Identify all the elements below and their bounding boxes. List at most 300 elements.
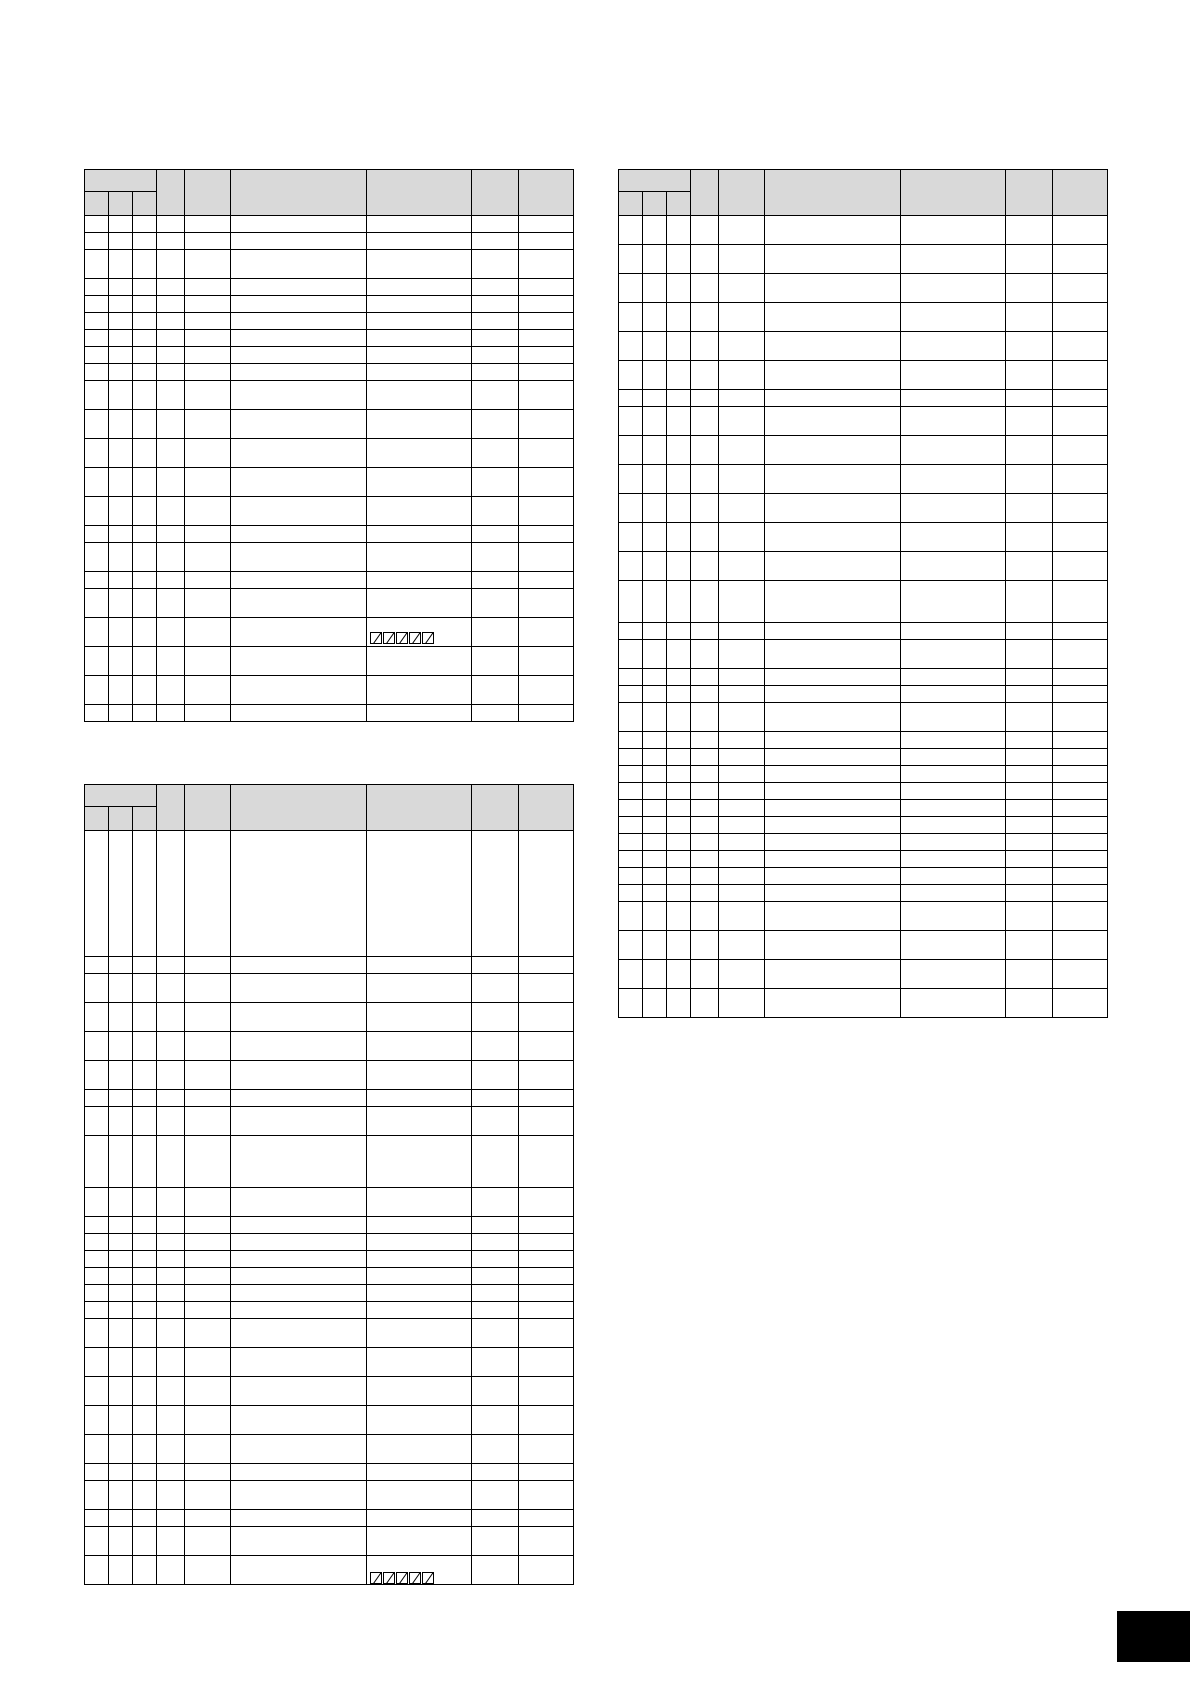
header-cell [231,785,367,831]
table-cell [85,572,109,589]
table-cell [367,1107,472,1136]
table-cell [185,347,231,364]
table-cell [157,1285,185,1302]
table-cell [472,1435,519,1464]
table-cell [109,1481,133,1510]
header-cell [157,785,185,831]
table-cell [85,1527,109,1556]
table-cell [157,543,185,572]
table-cell [133,439,157,468]
table-cell [157,296,185,313]
table-cell [133,1234,157,1251]
header-cell [109,192,133,216]
header-cell [85,785,157,807]
table-cell [185,468,231,497]
table-row [85,589,574,618]
table-cell [719,960,765,989]
parameter-table-2 [84,784,573,1585]
table-cell [1006,245,1053,274]
table-cell [231,233,367,250]
table-cell [691,245,719,274]
table-cell [185,1251,231,1268]
table-cell [367,676,472,705]
table-cell [667,623,691,640]
table-row [85,439,574,468]
table-row [619,931,1108,960]
header-cell [367,170,472,216]
table-cell [519,1032,574,1061]
table-cell [367,1348,472,1377]
table-cell [157,589,185,618]
table-cell [472,543,519,572]
table-cell [85,296,109,313]
table-cell [719,931,765,960]
table-row [619,902,1108,931]
table-cell [691,902,719,931]
table-cell [1053,552,1108,581]
table-cell [157,1481,185,1510]
table-cell [1053,766,1108,783]
table-row [85,543,574,572]
table-row [85,572,574,589]
table-cell [185,1003,231,1032]
table-cell [231,296,367,313]
table-cell [1006,834,1053,851]
table-cell [765,494,901,523]
table-cell [619,640,643,669]
table-cell [109,279,133,296]
table-cell [765,669,901,686]
table-row [85,1251,574,1268]
table-cell [133,313,157,330]
table-cell [109,1464,133,1481]
table-cell [185,1032,231,1061]
table-row [619,494,1108,523]
table-cell [85,1090,109,1107]
table-cell [109,618,133,647]
header-cell [519,170,574,216]
table-cell [472,676,519,705]
table-cell [519,1285,574,1302]
table-cell [667,332,691,361]
table-cell [109,1032,133,1061]
table-cell [185,216,231,233]
table-cell [667,361,691,390]
table-cell [619,931,643,960]
table-cell [185,313,231,330]
table-cell [231,330,367,347]
table-row [85,705,574,722]
table-cell [719,989,765,1018]
table-cell [901,581,1006,623]
table-cell [519,1556,574,1585]
table-cell [133,1464,157,1481]
table-cell [643,817,667,834]
table-cell [367,347,472,364]
table-cell [133,1319,157,1348]
table-cell [109,1107,133,1136]
table-cell [367,1527,472,1556]
table-cell [109,1348,133,1377]
table-cell [1053,274,1108,303]
table-cell [719,303,765,332]
table-cell [519,1527,574,1556]
table-row [85,1285,574,1302]
header-cell [619,192,643,216]
table-cell [109,676,133,705]
table-cell [719,851,765,868]
table-cell [901,465,1006,494]
table-cell [472,1136,519,1188]
table-cell [719,686,765,703]
table-cell [719,332,765,361]
table-cell [231,1510,367,1527]
table-cell [109,381,133,410]
table-row [85,1090,574,1107]
table-cell [133,647,157,676]
table-cell [157,1348,185,1377]
table-cell [519,526,574,543]
table-cell [1053,436,1108,465]
table-cell [472,1302,519,1319]
table-cell [367,589,472,618]
table-cell [1053,931,1108,960]
table-cell [367,439,472,468]
table-cell [109,705,133,722]
table-cell [1006,766,1053,783]
table-cell [85,347,109,364]
table-cell [901,390,1006,407]
table-cell [472,647,519,676]
table-cell [185,250,231,279]
table-cell [367,1377,472,1406]
table-cell [901,494,1006,523]
table-cell [667,640,691,669]
table-cell [901,834,1006,851]
table-row [85,1217,574,1234]
table-row [619,851,1108,868]
table-cell [185,1435,231,1464]
table-cell [231,526,367,543]
table-row [619,581,1108,623]
table-cell [109,497,133,526]
table-cell [667,851,691,868]
table-cell [1053,407,1108,436]
table-cell [619,407,643,436]
table-cell [367,957,472,974]
table-cell [472,618,519,647]
table-cell [109,1136,133,1188]
table-cell [231,647,367,676]
table-cell [1006,436,1053,465]
table-cell [765,407,901,436]
table-cell [519,589,574,618]
table-cell [109,330,133,347]
table-cell [185,647,231,676]
table-cell [133,1003,157,1032]
table-cell [231,974,367,1003]
table-cell [109,216,133,233]
table-cell [1053,960,1108,989]
table-row [619,834,1108,851]
table-cell [109,1268,133,1285]
table-cell [901,868,1006,885]
table-cell [472,313,519,330]
table-cell [157,250,185,279]
table-cell [667,989,691,1018]
table-cell [157,1556,185,1585]
table-cell [109,296,133,313]
table-cell [619,732,643,749]
table-cell [472,233,519,250]
header-cell [85,807,109,831]
table-cell [519,1510,574,1527]
table-cell [109,233,133,250]
table-cell [472,330,519,347]
table-cell [1006,332,1053,361]
table-cell [619,766,643,783]
table-cell [157,1464,185,1481]
table-cell [619,523,643,552]
table-cell [1053,732,1108,749]
table-cell [1006,552,1053,581]
table-cell [85,1481,109,1510]
table-row [85,381,574,410]
table-cell [85,410,109,439]
table-cell [765,303,901,332]
table-cell [691,361,719,390]
table-cell [185,1217,231,1234]
table-cell [133,381,157,410]
table-cell [619,216,643,245]
table-row [85,1464,574,1481]
table-cell [231,957,367,974]
table-cell [472,1251,519,1268]
table-cell [133,831,157,957]
table-cell [765,732,901,749]
table-cell [901,361,1006,390]
table-cell [691,834,719,851]
table-cell [1006,640,1053,669]
table-cell [231,1268,367,1285]
table-cell [367,1217,472,1234]
table-cell [133,1136,157,1188]
table-row [85,364,574,381]
table-row [85,676,574,705]
table-cell [472,1107,519,1136]
table-cell [901,749,1006,766]
table-cell [1053,245,1108,274]
table-cell [719,703,765,732]
table-cell [185,233,231,250]
table-cell [133,1251,157,1268]
table-cell [367,1188,472,1217]
table-cell [472,1527,519,1556]
table-cell [85,381,109,410]
table-cell [765,931,901,960]
table-cell [85,957,109,974]
header-cell [185,170,231,216]
table-cell [643,361,667,390]
table-cell [472,468,519,497]
table-cell [472,831,519,957]
table-row [85,1377,574,1406]
table-cell [519,364,574,381]
table-cell [85,250,109,279]
table-cell [667,834,691,851]
table-cell [765,623,901,640]
table-cell [367,1003,472,1032]
table-cell [157,233,185,250]
table-row [85,1061,574,1090]
table-cell [765,817,901,834]
table-cell [231,364,367,381]
table-cell [85,1234,109,1251]
table-cell [667,465,691,494]
table-cell [231,1556,367,1585]
header-cell [133,192,157,216]
table-cell [231,216,367,233]
table-row [619,783,1108,800]
table-cell [109,1377,133,1406]
table-row [85,330,574,347]
parameter-table-3 [618,169,1107,1018]
table-cell [185,1319,231,1348]
table-cell [901,623,1006,640]
table-cell [619,989,643,1018]
header-cell [1006,170,1053,216]
table-row [619,989,1108,1018]
table-cell [643,885,667,902]
table-cell [367,526,472,543]
table-cell [901,436,1006,465]
table-cell [157,1510,185,1527]
table-cell [133,410,157,439]
table-cell [691,800,719,817]
header-cell [691,170,719,216]
table-cell [519,1061,574,1090]
table-cell [185,279,231,296]
table-cell [901,274,1006,303]
table-cell [643,766,667,783]
table-cell [472,1003,519,1032]
table-cell [367,1251,472,1268]
table-cell [667,931,691,960]
table-cell [901,332,1006,361]
table-cell [667,436,691,465]
table-cell [157,330,185,347]
table-cell [1006,800,1053,817]
table-cell [719,245,765,274]
table-row [619,766,1108,783]
table-cell [133,1377,157,1406]
table-cell [231,1406,367,1435]
table-row [85,1319,574,1348]
table-cell [667,274,691,303]
header-cell [367,785,472,831]
table-cell [185,974,231,1003]
table-cell [157,526,185,543]
table-cell [231,1107,367,1136]
table-cell [109,1319,133,1348]
table-cell [185,1464,231,1481]
header-cell [643,192,667,216]
table-cell [472,1188,519,1217]
table-cell [1006,703,1053,732]
table-cell [231,1136,367,1188]
table-cell [185,957,231,974]
table-cell [643,902,667,931]
table-cell [1006,465,1053,494]
table-header-row [619,170,1108,192]
table-row [619,332,1108,361]
table-cell [719,523,765,552]
table-cell [109,250,133,279]
table-cell [472,705,519,722]
table-cell [667,494,691,523]
table-cell [619,749,643,766]
header-cell [472,785,519,831]
table-cell [367,1136,472,1188]
table-cell [231,1527,367,1556]
table-cell [109,1188,133,1217]
table-cell [133,676,157,705]
table-cell [901,766,1006,783]
header-cell [667,192,691,216]
table-cell [185,831,231,957]
table-row [85,1302,574,1319]
table-row [85,526,574,543]
table-cell [643,669,667,686]
table-cell [643,686,667,703]
table-cell [1053,885,1108,902]
table-cell [231,1285,367,1302]
table-cell [519,1435,574,1464]
table-cell [133,233,157,250]
table-cell [643,703,667,732]
table-row [85,296,574,313]
parameter-table-1 [84,169,573,722]
table-cell [619,868,643,885]
table-cell [667,766,691,783]
table-cell [667,686,691,703]
table-cell [691,885,719,902]
table-cell [765,436,901,465]
table-cell [472,1217,519,1234]
table-cell [1053,868,1108,885]
table-cell [109,647,133,676]
table-cell [185,381,231,410]
header-cell [519,785,574,831]
table-cell [367,1464,472,1481]
table-cell [367,1032,472,1061]
table-cell [667,732,691,749]
table-cell [472,347,519,364]
table-cell [85,831,109,957]
table-cell [1006,523,1053,552]
table-cell [185,543,231,572]
table-row [619,732,1108,749]
table-cell [1006,817,1053,834]
table-cell [367,1406,472,1435]
table-cell [901,216,1006,245]
table-cell [719,749,765,766]
table-cell [133,1090,157,1107]
table-cell [185,1527,231,1556]
table-cell [85,1464,109,1481]
table-cell [765,989,901,1018]
table-cell [231,468,367,497]
